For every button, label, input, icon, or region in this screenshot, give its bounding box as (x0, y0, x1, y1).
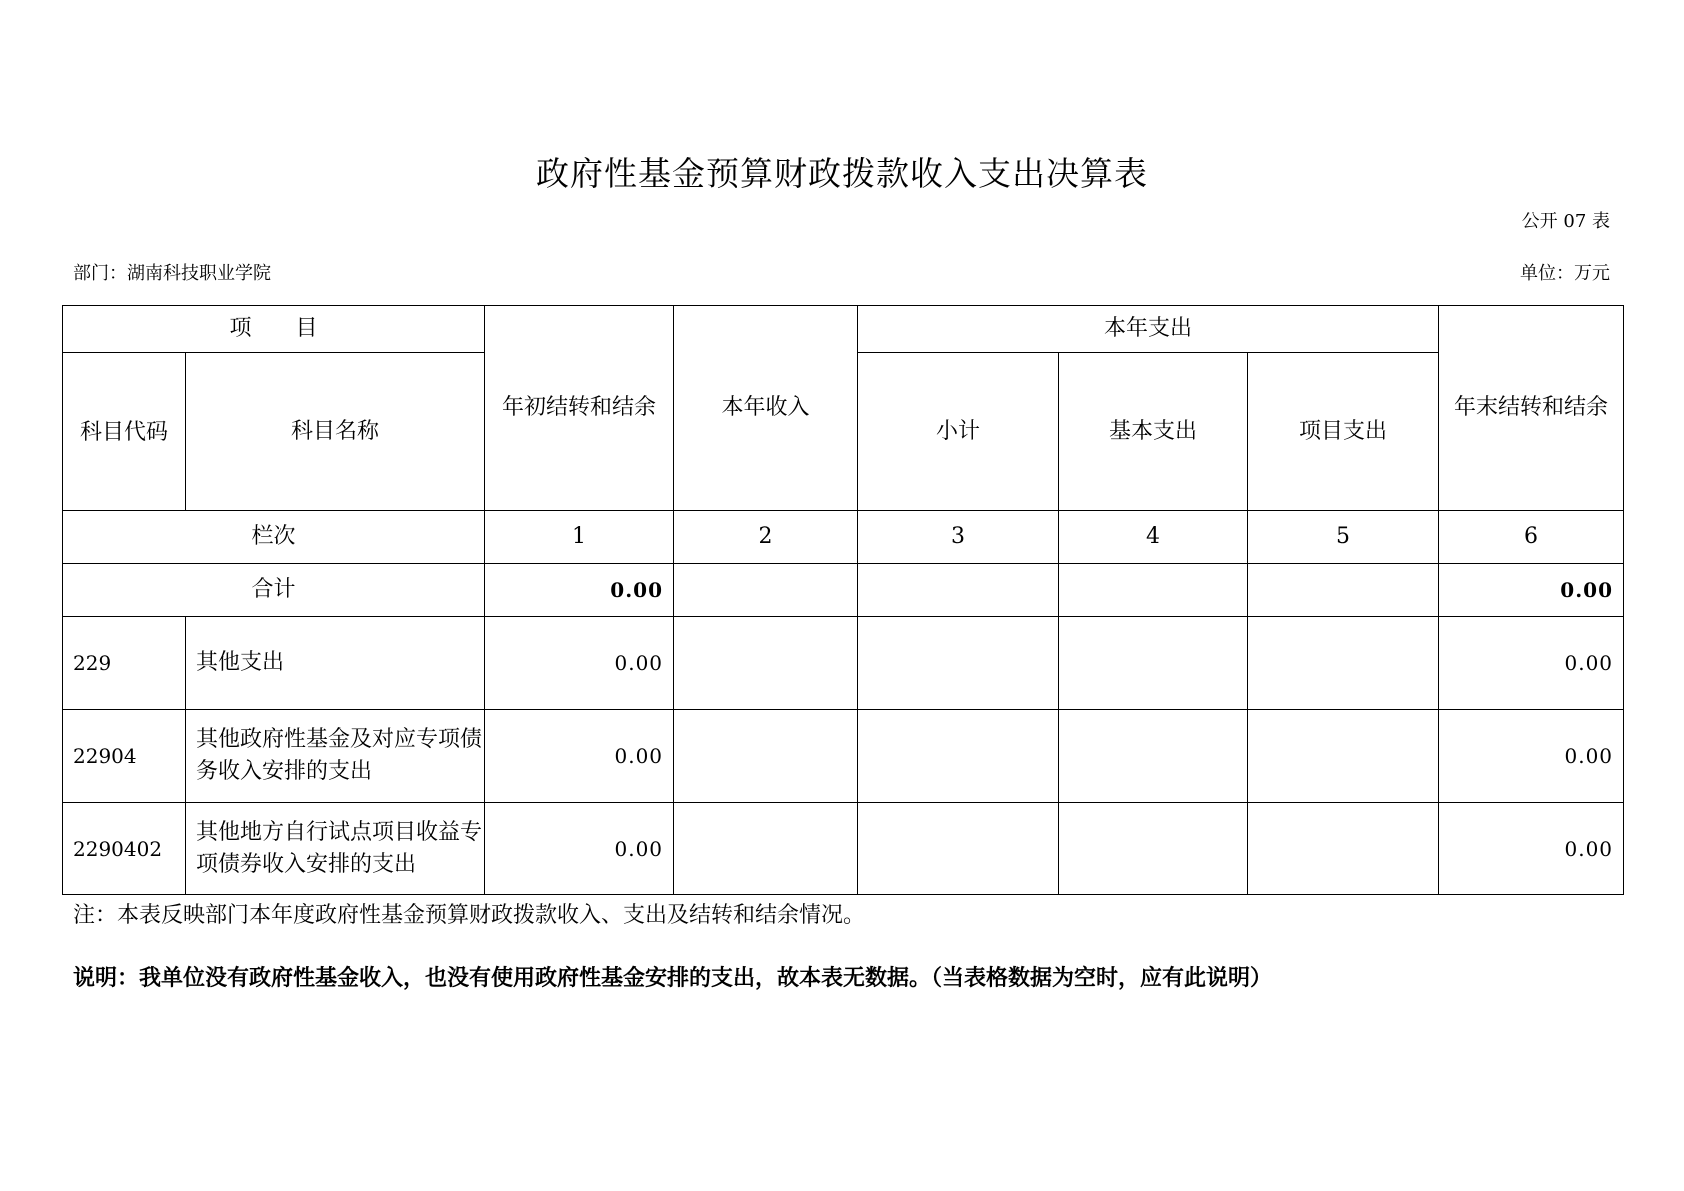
budget-table (62, 305, 1624, 895)
total-project-expense (1248, 564, 1439, 617)
report-title: 政府性基金预算财政拨款收入支出决算表 (536, 154, 1148, 193)
explanation-note: 说明：我单位没有政府性基金收入，也没有使用政府性基金安排的支出，故本表无数据。（当表格数据为空时，应有此说明） (73, 965, 1273, 991)
header-end-balance: 年末结转和结余 (1439, 306, 1624, 511)
row-basic-expense (1059, 710, 1248, 803)
column-index-row (63, 511, 1624, 564)
row-code: 2290402 (63, 803, 186, 895)
header-item: 项 目 (63, 306, 485, 353)
row-end-balance: 0.00 (1439, 803, 1624, 895)
row-subtotal (858, 617, 1059, 710)
form-number: 公开 07 表 (1521, 211, 1610, 232)
row-this-year-income (674, 617, 858, 710)
unit-label: 单位：万元 (1520, 263, 1610, 284)
row-end-balance: 0.00 (1439, 710, 1624, 803)
row-basic-expense (1059, 803, 1248, 895)
table-row (63, 803, 1624, 895)
department-label: 部门：湖南科技职业学院 (73, 263, 271, 284)
header-name: 科目名称 (186, 353, 485, 511)
row-begin-balance: 0.00 (485, 710, 674, 803)
header-subtotal: 小计 (858, 353, 1059, 511)
header-this-year-expense: 本年支出 (858, 306, 1439, 353)
total-label: 合计 (63, 564, 485, 617)
total-basic-expense (1059, 564, 1248, 617)
total-subtotal (858, 564, 1059, 617)
total-row (63, 564, 1624, 617)
row-code: 22904 (63, 710, 186, 803)
row-basic-expense (1059, 617, 1248, 710)
header-this-year-income: 本年收入 (674, 306, 858, 511)
row-this-year-income (674, 803, 858, 895)
row-name: 其他地方自行试点项目收益专项债券收入安排的支出 (186, 803, 485, 895)
row-this-year-income (674, 710, 858, 803)
row-begin-balance: 0.00 (485, 803, 674, 895)
header-code: 科目代码 (63, 353, 186, 511)
column-index-label: 栏次 (63, 511, 485, 564)
row-name: 其他政府性基金及对应专项债务收入安排的支出 (186, 710, 485, 803)
header-project-expense: 项目支出 (1248, 353, 1439, 511)
row-code: 229 (63, 617, 186, 710)
total-begin-balance: 0.00 (485, 564, 674, 617)
column-index-4: 4 (1059, 511, 1248, 564)
total-this-year-income (674, 564, 858, 617)
column-index-1: 1 (485, 511, 674, 564)
footnote: 注：本表反映部门本年度政府性基金预算财政拨款收入、支出及结转和结余情况。 (73, 903, 866, 928)
row-project-expense (1248, 710, 1439, 803)
header-basic-expense: 基本支出 (1059, 353, 1248, 511)
row-subtotal (858, 803, 1059, 895)
column-index-3: 3 (858, 511, 1059, 564)
table-row (63, 710, 1624, 803)
column-index-5: 5 (1248, 511, 1439, 564)
total-end-balance: 0.00 (1439, 564, 1624, 617)
row-subtotal (858, 710, 1059, 803)
header-begin-balance: 年初结转和结余 (485, 306, 674, 511)
row-begin-balance: 0.00 (485, 617, 674, 710)
row-project-expense (1248, 617, 1439, 710)
column-index-2: 2 (674, 511, 858, 564)
table-row (63, 617, 1624, 710)
row-name: 其他支出 (186, 617, 485, 710)
row-end-balance: 0.00 (1439, 617, 1624, 710)
row-project-expense (1248, 803, 1439, 895)
column-index-6: 6 (1439, 511, 1624, 564)
